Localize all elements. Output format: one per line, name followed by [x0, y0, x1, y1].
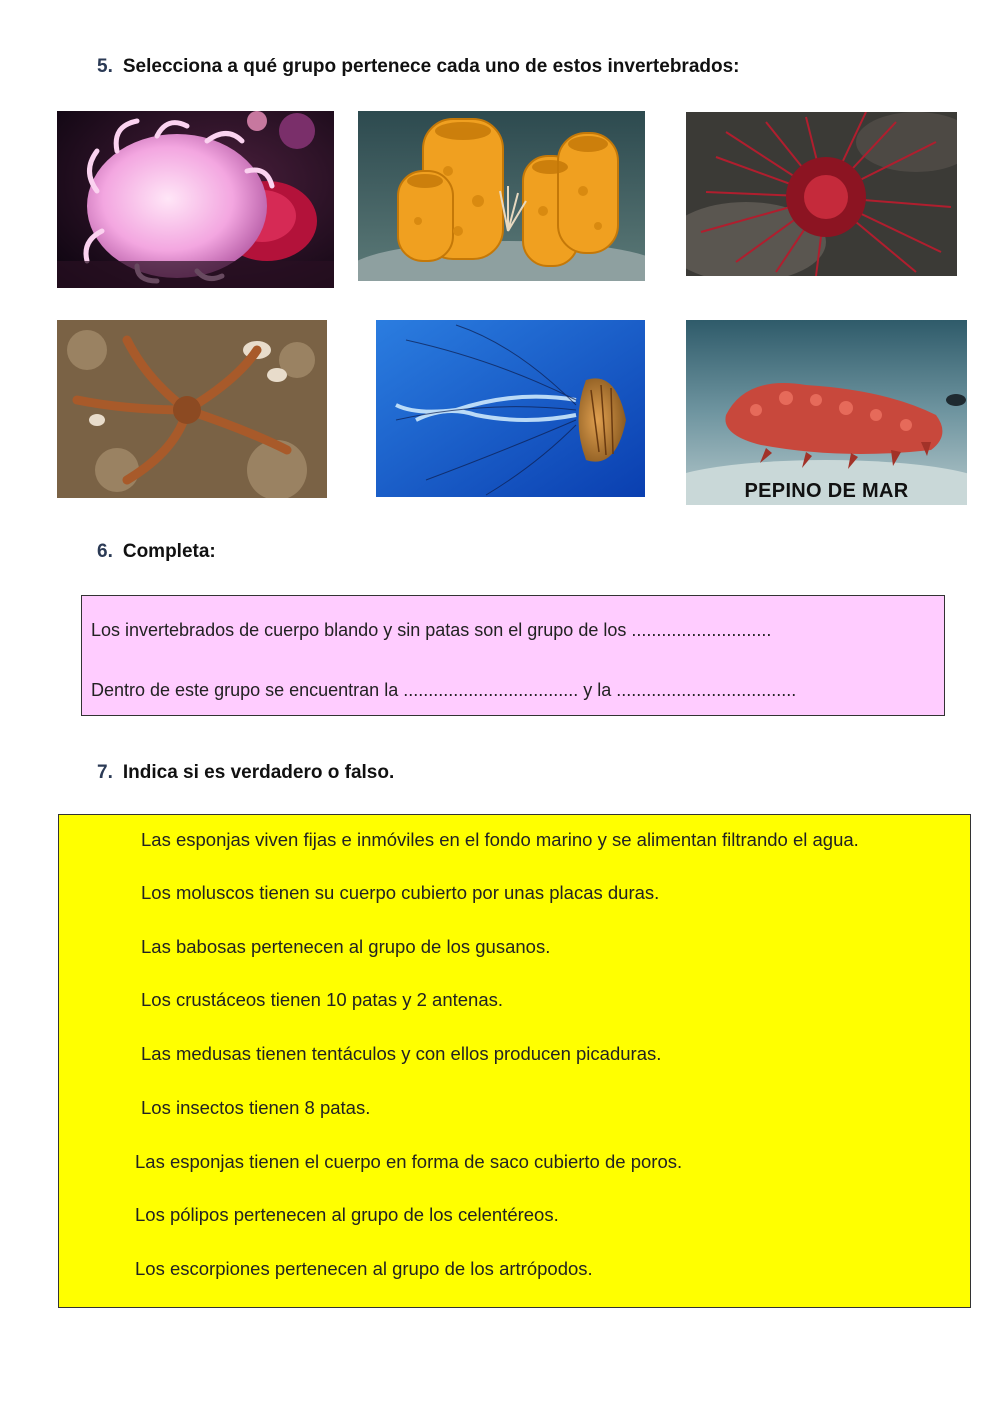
question-5-number: 5. [97, 56, 113, 77]
question-6-title [97, 541, 216, 563]
statement-1[interactable]: Las esponjas viven fijas e inmóviles en el fondo marino y se alimentan filtrando el agua. [141, 829, 859, 850]
question-5-text: Selecciona a qué grupo pertenece cada uno de estos invertebrados: [122, 56, 740, 77]
question-7-number: 7. [97, 762, 113, 783]
complete-line-2[interactable]: Dentro de este grupo se encuentran la ................................... y la .................................... [91, 680, 797, 700]
sponge-photo[interactable] [358, 111, 645, 281]
jellyfish-photo[interactable] [376, 320, 645, 497]
question-7-text: Indica si es verdadero o falso. [122, 762, 395, 783]
statement-9[interactable]: Los escorpiones pertenecen al grupo de los artrópodos. [135, 1258, 593, 1279]
sea-cucumber-caption: PEPINO DE MAR [744, 480, 909, 502]
statement-2[interactable]: Los moluscos tienen su cuerpo cubierto por unas placas duras. [141, 882, 660, 903]
complete-line-1[interactable]: Los invertebrados de cuerpo blando y sin patas son el grupo de los ............................ [91, 620, 772, 640]
sea-cucumber-photo[interactable] [686, 320, 967, 505]
brittle-star-photo[interactable] [57, 320, 327, 498]
sea-urchin-photo[interactable] [686, 112, 957, 276]
complete-box [81, 595, 945, 716]
question-7-title [97, 762, 394, 784]
question-6-number: 6. [97, 541, 113, 562]
statement-3[interactable]: Las babosas pertenecen al grupo de los gusanos. [141, 936, 551, 957]
anemone-photo[interactable] [57, 111, 334, 288]
statement-8[interactable]: Los pólipos pertenecen al grupo de los celentéreos. [135, 1204, 559, 1225]
statement-4[interactable]: Los crustáceos tienen 10 patas y 2 antenas. [141, 989, 504, 1010]
statement-5[interactable]: Las medusas tienen tentáculos y con ellos producen picaduras. [141, 1043, 662, 1064]
question-5-title [97, 56, 740, 78]
question-6-text: Completa: [122, 541, 216, 562]
true-false-box [58, 814, 971, 1308]
statement-6[interactable]: Los insectos tienen 8 patas. [141, 1097, 371, 1118]
statement-7[interactable]: Las esponjas tienen el cuerpo en forma de saco cubierto de poros. [135, 1151, 683, 1172]
